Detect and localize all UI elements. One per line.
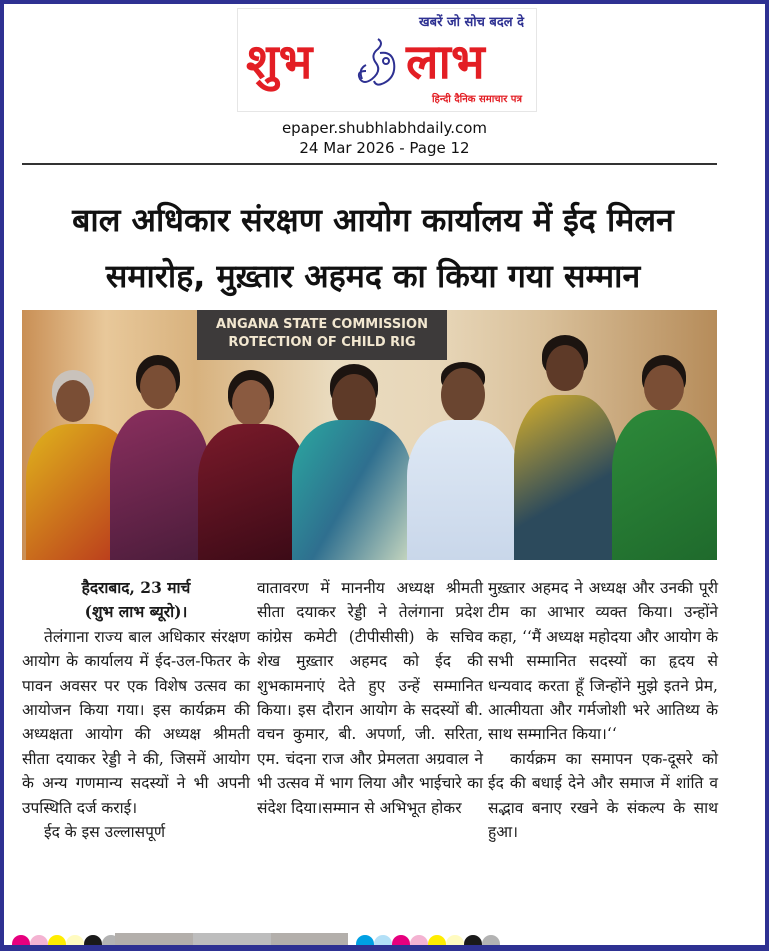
logo-word-labh: लाभ [406, 34, 485, 90]
photo-person [407, 362, 519, 560]
article-column-1 [22, 576, 250, 844]
photo-person [514, 335, 618, 560]
photo-banner [197, 310, 447, 360]
logo-tagline: खबरें जो सोच बदल दे [419, 15, 524, 30]
paragraph: तेलंगाना राज्य बाल अधिकार संरक्षण आयोग के कार्यालय में ईद-उल-फितर के पावन अवसर पर एक विशेष उत्सव का आयोजन किया गया। इस कार्यक्रम की अध्यक्षता आयोग की अध्यक्ष श्रीमती सीता दयाकर रेड्डी ने की, जिसमें आयोग के अन्य गणमान्य सदस्यों ने भी अपनी उपस्थिति दर्ज कराई। [22, 627, 250, 817]
dateline: हैदराबाद, 23 मार्च [81, 578, 191, 597]
photo-person [612, 355, 717, 560]
article-photo [22, 310, 717, 560]
article-column-3 [488, 576, 718, 844]
logo-subtitle: हिन्दी दैनिक समाचार पत्र [431, 94, 522, 105]
article-headline [18, 192, 728, 304]
photo-person [110, 355, 210, 560]
photo-person-honoree [292, 364, 412, 560]
headline-line-2: समारोह, मुख़्तार अहमद का किया गया सम्मान [105, 257, 641, 295]
epaper-url: epaper.shubhlabhdaily.com [281, 119, 488, 137]
logo-word-shubh: शुभ [246, 34, 313, 90]
article-column-2 [257, 576, 483, 820]
headline-line-1: बाल अधिकार संरक्षण आयोग कार्यालय में ईद मिलन [72, 201, 674, 239]
paragraph: मुख़्तार अहमद ने अध्यक्ष और उनकी पूरी टीम का आभार व्यक्त किया। उन्होंने कहा, ‘‘मैं अध्यक्ष महोदया और आयोग के सभी सम्मानित सदस्यों का हृदय से धन्यवाद करता हूँ जिन्होंने मुझे इतने प्रेम, आत्मीयता और गर्मजोशी भरे आतिथ्य के साथ सम्मानित किया।‘‘ [488, 579, 718, 744]
divider [22, 163, 717, 165]
ganesha-icon [356, 35, 400, 93]
paragraph: कार्यक्रम का समापन एक-दूसरे को ईद की बधाई देने और समाज में शांति व सद्भाव बनाए रखने के संकल्प के साथ हुआ। [488, 749, 718, 842]
edition-date-page: 24 Mar 2026 - Page 12 [299, 139, 470, 157]
epaper-page [4, 4, 765, 945]
bureau-credit: (शुभ लाभ ब्यूरो)। [84, 602, 188, 622]
masthead-logo [237, 8, 537, 112]
paragraph: वातावरण में माननीय अध्यक्ष श्रीमती सीता दयाकर रेड्डी ने तेलंगाना प्रदेश कांग्रेस कमेटी (टीपीसीसी) के सचिव शेख मुख़्तार अहमद को ईद की शुभकामनाएं देते हुए उन्हें सम्मानित किया। इस दौरान आयोग के सदस्यों बी. वचन कुमार, बी. अपर्णा, जी. सरिता, एम. चंदना राज और प्रेमलता अग्रवाल ने भी उत्सव में भाग लिया और भाईचारे का संदेश दिया।सम्मान से अभिभूत होकर [257, 579, 483, 817]
color-registration-marks [4, 935, 765, 945]
photo-banner-line-1: ANGANA STATE COMMISSION [216, 317, 428, 332]
paragraph: ईद के इस उल्लासपूर्ण [44, 823, 166, 842]
photo-banner-line-2: ROTECTION OF CHILD RIG [228, 335, 416, 350]
